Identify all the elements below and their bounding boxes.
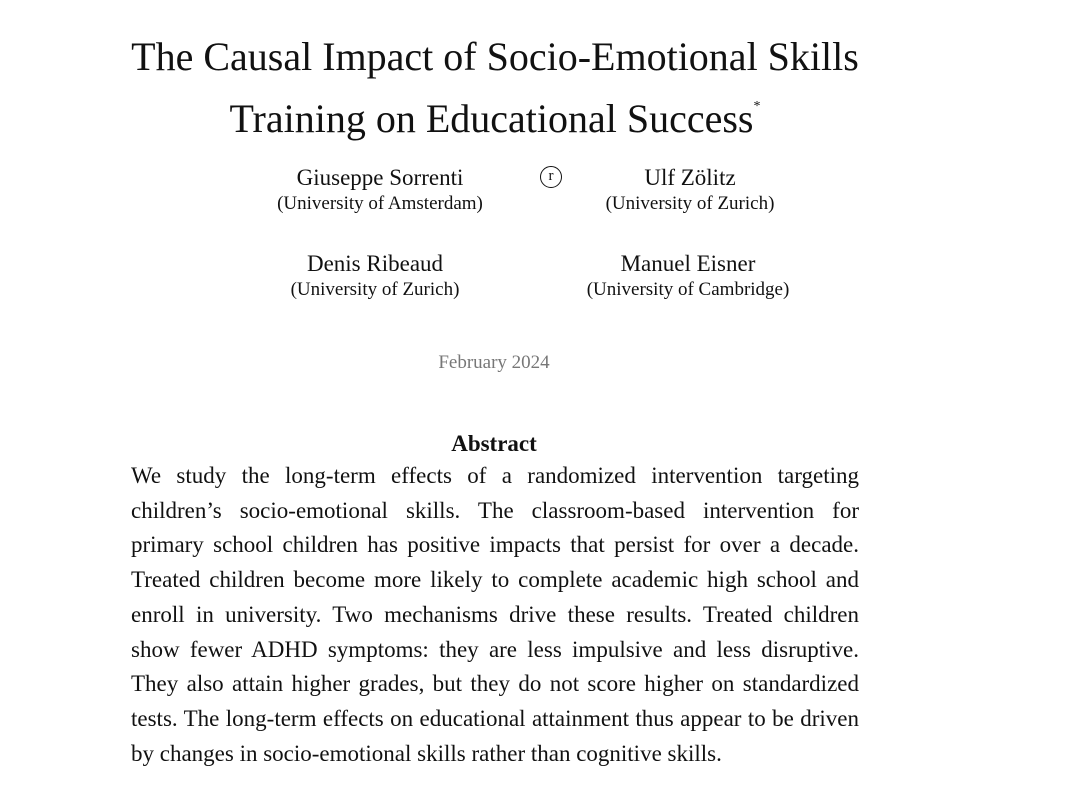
abstract-text: We study the long-term effects of a randomized intervention targeting children’s socio-emotional skills. The classroom-based intervention for primary school children has positive impacts that persist for over a decade. Treated children become more likely to complete academic high school and enroll in university. Two mechanisms drive these results. Treated children show fewer ADHD symptoms: they are less impulsive and less disruptive. They also attain higher grades, but they do not score higher on standardized tests. The long-term effects on educational attainment thus appear to be driven by changes in socio-emotional skills rather than cognitive skills. [131, 463, 859, 766]
publication-date: February 2024 [438, 352, 550, 373]
author-affiliation: (University of Zurich) [290, 279, 460, 300]
title-footnote-mark: * [753, 99, 761, 114]
author-affiliation: (University of Cambridge) [586, 279, 790, 300]
paper-title-line-2-text: Training on Educational Success [229, 96, 754, 141]
abstract-heading: Abstract [451, 431, 537, 456]
author-affiliation: (University of Amsterdam) [277, 193, 483, 214]
paper-title-line-2 [60, 82, 930, 144]
author-block [528, 250, 848, 302]
author-block [540, 164, 840, 216]
author-name: Ulf Zölitz [644, 165, 736, 190]
author-affiliation: (University of Zurich) [605, 193, 775, 214]
paper-title-line-1: The Causal Impact of Socio-Emotional Skills [131, 34, 859, 79]
author-name: Giuseppe Sorrenti [296, 165, 464, 190]
author-name: Denis Ribeaud [306, 251, 444, 276]
randomized-author-order-icon: r [540, 166, 562, 188]
author-block [230, 164, 530, 216]
author-name: Manuel Eisner [620, 251, 756, 276]
author-block [225, 250, 525, 302]
